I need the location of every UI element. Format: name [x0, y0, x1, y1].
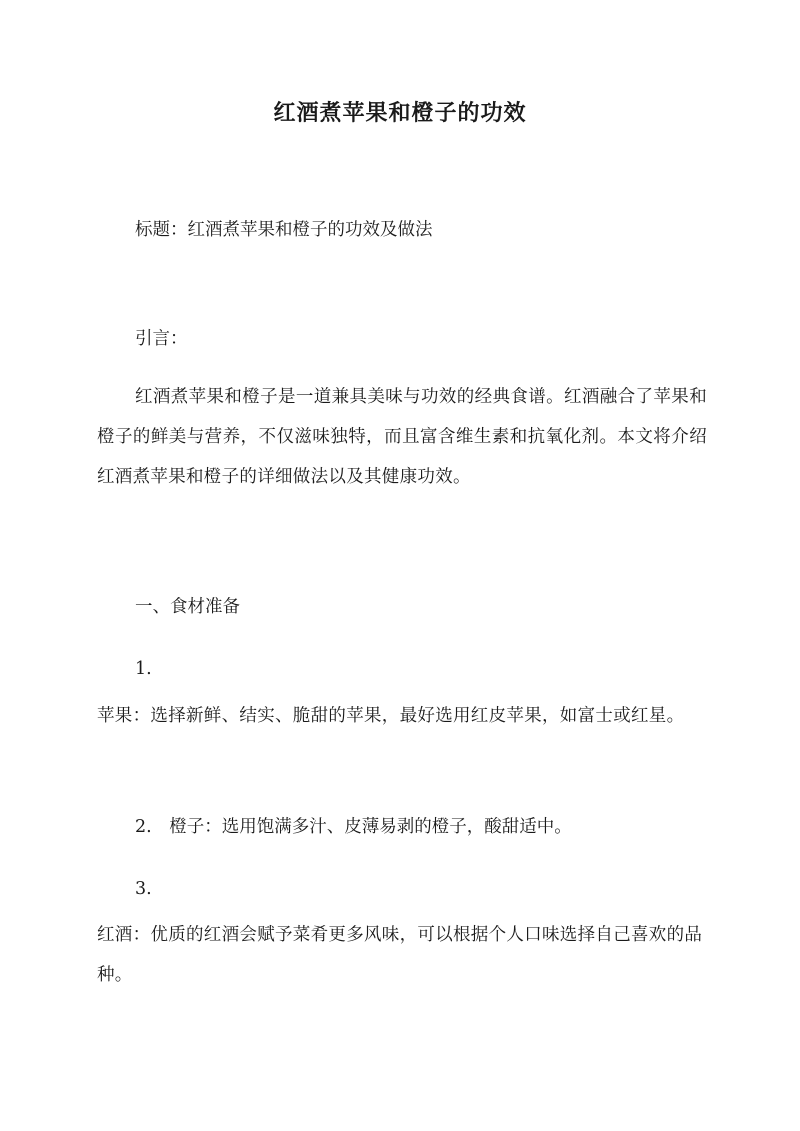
item-3-text: 红酒：优质的红酒会赋予菜肴更多风味，可以根据个人口味选择自己喜欢的品种。 — [97, 925, 703, 985]
item-2-text: 橙子：选用饱满多汁、皮薄易剥的橙子，酸甜适中。 — [169, 817, 572, 837]
subtitle-line: 标题：红酒煮苹果和橙子的功效及做法 — [135, 220, 433, 240]
item-2-number: 2. — [135, 817, 152, 837]
item-3-number: 3. — [135, 879, 152, 899]
item-2 — [135, 814, 572, 840]
item-1-number: 1. — [135, 659, 152, 679]
item-1-text: 苹果：选择新鲜、结实、脆甜的苹果，最好选用红皮苹果，如富士或红星。 — [97, 706, 685, 726]
section-one-heading: 一、食材准备 — [135, 597, 240, 617]
intro-paragraph: 红酒煮苹果和橙子是一道兼具美味与功效的经典食谱。红酒融合了苹果和橙子的鲜美与营养，不仅滋味独特，而且富含维生素和抗氧化剂。本文将介绍红酒煮苹果和橙子的详细做法以及其健康功效。 — [97, 387, 707, 487]
intro-heading: 引言： — [135, 329, 188, 349]
document-title: 红酒煮苹果和橙子的功效 — [273, 100, 527, 126]
